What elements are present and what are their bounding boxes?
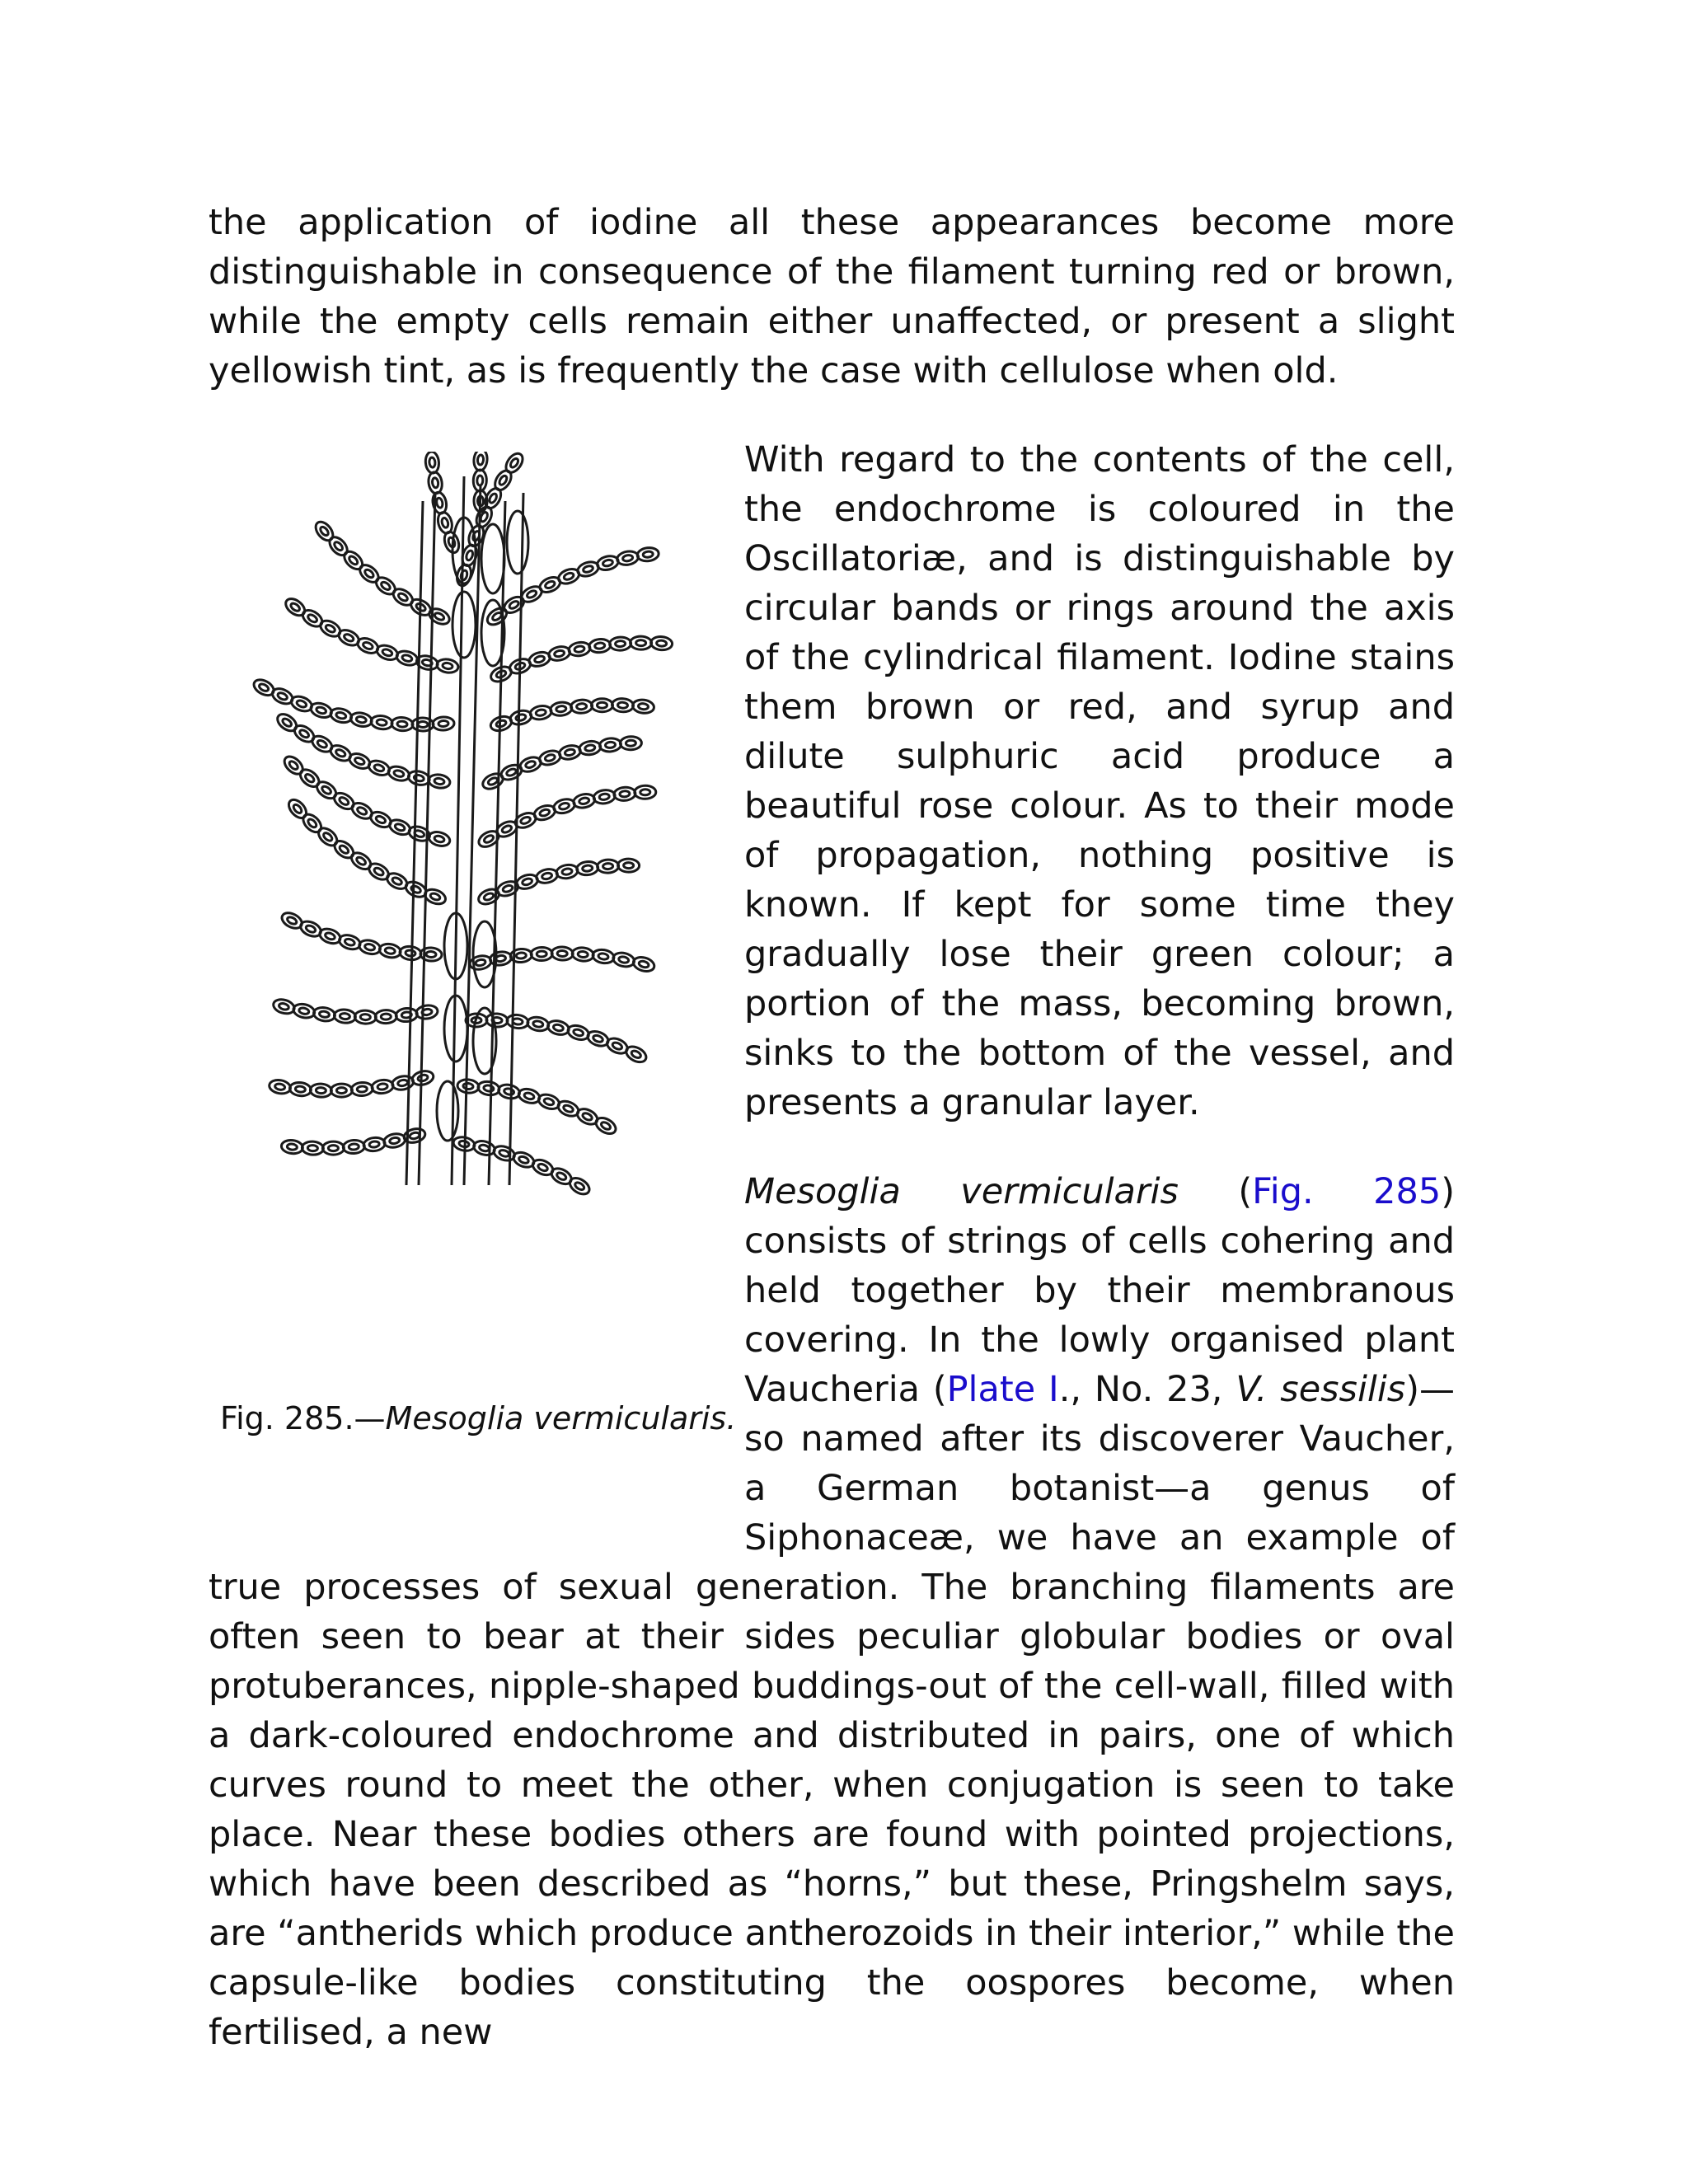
cell-oval	[363, 1137, 386, 1152]
cell-nucleus	[307, 613, 318, 623]
cell-nucleus	[316, 739, 328, 749]
cell-oval	[593, 789, 616, 804]
cell-oval	[477, 1080, 500, 1097]
cell-oval	[612, 698, 634, 713]
cell-nucleus	[397, 721, 408, 728]
cell-oval	[281, 753, 306, 777]
cell-oval	[588, 638, 611, 654]
cell-nucleus	[338, 796, 349, 806]
cell-nucleus	[328, 1146, 338, 1151]
cell-oval	[597, 860, 619, 874]
cell-nucleus	[615, 640, 625, 646]
cell-oval	[310, 1083, 332, 1097]
cell-nucleus	[626, 740, 635, 746]
cell-oval	[613, 786, 635, 801]
cell-nucleus	[463, 1083, 474, 1090]
cell-oval	[391, 717, 413, 732]
cell-oval	[556, 864, 579, 880]
cell-nucleus	[506, 768, 518, 777]
cell-nucleus	[600, 1121, 612, 1131]
cell-nucleus	[495, 719, 507, 728]
cell-nucleus	[475, 958, 485, 966]
cell-nucleus	[584, 744, 595, 752]
cell-oval	[436, 511, 454, 535]
cell-oval	[375, 1010, 396, 1024]
cell-oval	[538, 748, 562, 766]
cell-nucleus	[622, 555, 633, 562]
cell-oval	[624, 1043, 649, 1065]
cell-nucleus	[483, 892, 495, 901]
cell-oval	[395, 649, 419, 668]
cell-nucleus	[502, 884, 513, 893]
cell-nucleus	[465, 550, 474, 561]
cell-nucleus	[542, 872, 552, 879]
cell-nucleus	[362, 641, 373, 650]
cell-nucleus	[414, 774, 424, 781]
cell-nucleus	[369, 1141, 380, 1147]
cell-oval	[298, 766, 322, 790]
caption-species: Mesoglia vermicularis.	[385, 1400, 737, 1436]
cell-oval	[472, 1139, 496, 1157]
cell-nucleus	[279, 1002, 289, 1010]
cell-nucleus	[422, 658, 433, 666]
fig-285-link[interactable]: Fig. 285	[1252, 1171, 1442, 1212]
cell-oval	[436, 658, 459, 674]
cell-oval	[579, 740, 602, 757]
cell-oval	[281, 1139, 304, 1155]
cell-oval	[312, 518, 336, 543]
cell-oval	[272, 997, 296, 1016]
cell-oval	[596, 554, 620, 572]
cell-nucleus	[620, 790, 631, 797]
cell-nucleus	[434, 612, 445, 621]
cell-oval	[612, 951, 635, 968]
cell-oval	[486, 1013, 509, 1028]
cell-nucleus	[545, 754, 556, 762]
cell-nucleus	[422, 1009, 433, 1016]
cell-nucleus	[536, 709, 546, 716]
cell-nucleus	[534, 655, 545, 663]
cell-nucleus	[522, 878, 532, 886]
cell-nucleus	[612, 1041, 623, 1050]
cell-nucleus	[325, 932, 336, 941]
cell-nucleus	[397, 592, 409, 602]
cell-oval	[410, 1069, 434, 1087]
cell-nucleus	[443, 663, 453, 670]
cell-nucleus	[582, 1112, 593, 1122]
cell-oval	[546, 1019, 570, 1037]
cell-oval	[300, 811, 325, 836]
cell-oval	[576, 860, 598, 876]
cell-oval	[338, 933, 363, 952]
cell-nucleus	[401, 654, 412, 663]
cell-nucleus	[477, 476, 483, 485]
cell-nucleus	[520, 816, 532, 825]
cell-nucleus	[556, 705, 566, 712]
cell-nucleus	[385, 947, 396, 954]
cell-nucleus	[417, 1074, 428, 1082]
cell-nucleus	[509, 457, 520, 469]
cell-oval	[433, 716, 455, 730]
cell-oval	[292, 1002, 316, 1019]
cell-nucleus	[286, 916, 298, 926]
cell-nucleus	[434, 778, 445, 785]
cell-oval	[568, 641, 591, 658]
text-run: )—so named after its discoverer Vaucher, a German botanist—a genus of Siphonaceæ, we have an example of true processes of sexual generation. The branching filaments are often seen to bear at their sides peculiar globular bodies or oval protuberances, nipple-shaped buddings-out of the cell-wall, filled with a dark-coloured endochrome and distributed in pairs, one of which curves round to meet the other, when conjugation is seen to take place. Near these bodies others are found with pointed projections, which have been described as “horns,” but these, Pringshelm says, are “antherids which produce antherozoids in their interior,” while the capsule-like bodies constituting the oospores become, when fertilised, a new	[209, 1369, 1455, 2053]
cell-nucleus	[525, 760, 537, 769]
cell-nucleus	[554, 649, 565, 657]
cell-nucleus	[373, 867, 385, 877]
cell-oval	[370, 715, 393, 730]
cell-nucleus	[573, 1029, 584, 1037]
text-run: (	[1178, 1171, 1253, 1212]
cell-nucleus	[487, 776, 499, 786]
cell-nucleus	[532, 1020, 543, 1028]
cell-oval	[279, 910, 304, 931]
cell-nucleus	[523, 1092, 534, 1100]
cell-oval	[572, 792, 596, 809]
cell-oval	[592, 699, 613, 712]
cell-nucleus	[483, 834, 495, 844]
cell-nucleus	[360, 1014, 370, 1019]
cell-nucleus	[495, 955, 506, 963]
cell-oval	[592, 949, 615, 965]
cell-nucleus	[410, 885, 422, 894]
cell-nucleus	[345, 938, 356, 946]
cell-nucleus	[513, 1018, 523, 1024]
cell-oval	[424, 452, 439, 474]
cell-oval	[312, 1006, 335, 1023]
cell-oval	[415, 1004, 438, 1020]
cell-oval	[322, 1141, 344, 1155]
cell-nucleus	[574, 645, 585, 653]
cell-nucleus	[393, 770, 404, 778]
cell-oval	[285, 796, 309, 821]
cell-nucleus	[501, 824, 513, 833]
cell-nucleus	[426, 951, 436, 958]
cell-nucleus	[479, 1144, 490, 1152]
cell-nucleus	[336, 1088, 346, 1094]
cell-nucleus	[656, 640, 667, 647]
cell-oval	[535, 867, 559, 884]
cell-oval	[609, 637, 631, 651]
cell-oval	[527, 1015, 550, 1032]
cell-nucleus	[373, 764, 385, 773]
cell-nucleus	[605, 742, 616, 748]
cell-oval	[399, 945, 422, 961]
cell-nucleus	[617, 702, 627, 709]
cell-oval	[309, 701, 334, 719]
cell-oval	[566, 1023, 591, 1042]
cell-oval	[331, 1084, 352, 1097]
cell-oval	[506, 1014, 529, 1029]
cell-nucleus	[618, 956, 629, 963]
cell-nucleus	[544, 580, 556, 589]
cell-nucleus	[643, 551, 654, 558]
cell-nucleus	[409, 1132, 420, 1140]
cell-nucleus	[491, 612, 503, 622]
cell-oval	[354, 1010, 377, 1024]
cell-nucleus	[321, 785, 332, 795]
cell-nucleus	[274, 1083, 285, 1090]
cell-nucleus	[381, 1014, 391, 1019]
cell-nucleus	[335, 711, 346, 719]
figure-caption	[220, 1398, 736, 1439]
cell-nucleus	[559, 802, 570, 810]
cell-nucleus	[377, 1083, 388, 1090]
cell-nucleus	[498, 475, 508, 486]
cell-oval	[378, 942, 401, 958]
cell-nucleus	[305, 924, 316, 933]
cell-oval	[550, 701, 573, 717]
cell-nucleus	[638, 703, 649, 710]
cell-nucleus	[579, 797, 589, 804]
cell-oval	[387, 764, 410, 783]
cell-nucleus	[518, 1155, 530, 1165]
cell-nucleus	[477, 455, 484, 466]
cell-oval	[334, 1009, 356, 1024]
cell-oval	[457, 1079, 479, 1094]
page-content	[209, 198, 1455, 2057]
text-run: ) consists of strings of cells cohering and held together by their membranous covering. In the lowly organised plant Vaucheria (	[744, 1171, 1455, 1410]
cell-oval	[349, 711, 373, 729]
cell-nucleus	[563, 1104, 574, 1113]
cell-nucleus	[598, 953, 609, 960]
cell-oval	[551, 946, 574, 960]
cell-nucleus	[543, 1097, 555, 1106]
cell-nucleus	[516, 953, 527, 959]
cell-nucleus	[504, 1088, 514, 1095]
cell-oval	[358, 938, 382, 956]
cell-oval	[391, 1075, 414, 1091]
cell-nucleus	[640, 790, 650, 795]
cell-nucleus	[392, 876, 403, 886]
cell-oval	[635, 785, 656, 799]
cell-nucleus	[316, 1087, 326, 1094]
cell-oval	[570, 699, 593, 714]
cell-oval	[251, 677, 276, 698]
text-run: ., No. 23,	[1058, 1369, 1236, 1410]
cell-oval	[558, 743, 582, 761]
cell-nucleus	[429, 457, 435, 468]
cell-oval	[571, 947, 593, 963]
cell-nucleus	[562, 868, 573, 875]
cell-oval	[371, 1079, 394, 1094]
cell-nucleus	[377, 719, 387, 726]
caption-prefix: Fig. 285.—	[220, 1400, 386, 1436]
cell-oval	[428, 773, 451, 790]
cell-nucleus	[394, 823, 406, 832]
cell-oval	[351, 1082, 373, 1097]
cell-nucleus	[565, 748, 575, 756]
cell-oval	[343, 1140, 365, 1155]
cell-oval	[402, 1127, 426, 1145]
mesoglia-illustration	[217, 452, 711, 1202]
cell-nucleus	[295, 1085, 306, 1092]
cell-nucleus	[537, 1163, 549, 1172]
cell-nucleus	[563, 572, 574, 581]
cell-oval	[268, 1079, 291, 1095]
cell-nucleus	[509, 600, 520, 610]
paragraph-2: With regard to the contents of the cell, the endochrome is coloured in the Oscillatoriæ, and is distinguishable by circular bands or rings around the axis of the cylindrical filament. Iodine stains them brown or red, and syrup and dilute sulphuric acid produce a beautiful rose colour. As to their mode of propagation, nothing positive is known. If kept for some time they gradually lose their green colour; a portion of the mass, becoming brown, sinks to the bottom of the vessel, and presents a granular layer.	[744, 439, 1455, 1123]
cell-oval	[427, 471, 443, 494]
cell-nucleus	[432, 477, 439, 488]
cell-nucleus	[343, 633, 354, 643]
cell-nucleus	[382, 649, 393, 658]
cell-oval	[316, 825, 340, 849]
cell-nucleus	[287, 1143, 298, 1150]
cell-nucleus	[636, 640, 646, 645]
species-name-2: V. sessilis	[1236, 1369, 1406, 1410]
cell-oval	[509, 709, 532, 727]
cell-nucleus	[418, 721, 428, 727]
cell-nucleus	[593, 1034, 604, 1043]
cell-nucleus	[298, 729, 310, 738]
cell-nucleus	[355, 855, 367, 866]
cell-nucleus	[340, 1013, 350, 1019]
cell-nucleus	[594, 643, 605, 649]
cell-oval	[490, 950, 513, 966]
cell-oval	[503, 452, 526, 476]
cell-oval	[517, 1087, 541, 1106]
cell-oval	[552, 797, 576, 815]
cell-oval	[289, 1081, 312, 1097]
cell-nucleus	[335, 748, 346, 758]
cell-nucleus	[578, 951, 588, 958]
cell-nucleus	[307, 1145, 317, 1151]
cell-nucleus	[556, 1171, 567, 1181]
cell-nucleus	[576, 703, 586, 710]
cell-nucleus	[583, 565, 594, 573]
cell-nucleus	[539, 808, 551, 817]
cell-nucleus	[488, 493, 498, 504]
cell-oval	[529, 705, 552, 721]
plate-1-link[interactable]: Plate I	[946, 1369, 1059, 1410]
cell-oval	[497, 1083, 521, 1100]
cell-nucleus	[434, 835, 444, 843]
species-name: Mesoglia vermicularis	[744, 1171, 1179, 1212]
cell-oval	[632, 699, 655, 715]
cell-nucleus	[349, 1144, 359, 1151]
cell-nucleus	[316, 706, 327, 715]
cell-nucleus	[296, 700, 307, 709]
cell-oval	[357, 562, 382, 586]
cell-oval	[329, 706, 353, 724]
cell-nucleus	[537, 951, 546, 957]
cell-oval	[531, 947, 552, 960]
cell-oval	[431, 491, 448, 515]
cell-nucleus	[574, 1181, 585, 1191]
cell-oval	[547, 644, 571, 662]
cell-nucleus	[356, 806, 368, 816]
cell-nucleus	[638, 960, 649, 968]
cell-nucleus	[375, 815, 387, 824]
cell-nucleus	[389, 1137, 400, 1144]
cell-nucleus	[298, 1007, 309, 1015]
cell-nucleus	[436, 498, 443, 509]
cell-oval	[650, 636, 673, 651]
cell-nucleus	[441, 518, 449, 528]
cell-nucleus	[598, 702, 607, 708]
cell-nucleus	[483, 1085, 494, 1092]
cell-nucleus	[603, 863, 612, 869]
cell-oval	[492, 1144, 517, 1163]
cell-nucleus	[624, 862, 634, 868]
paragraph-1: the application of iodine all these appearances become more distinguishable in consequence of the filament turning red or brown, while the empty cells remain either unaffected, or present a slight yellowish tint, as is frequently the case with cellulose when old.	[209, 202, 1455, 391]
cell-nucleus	[582, 865, 593, 872]
cell-oval	[341, 548, 366, 573]
cell-nucleus	[354, 757, 365, 766]
cell-nucleus	[325, 624, 336, 634]
figure-285	[209, 435, 737, 1520]
cell-nucleus	[319, 1010, 330, 1018]
cell-nucleus	[429, 893, 441, 902]
cell-oval	[326, 534, 350, 559]
cell-nucleus	[364, 943, 375, 951]
cell-oval	[396, 1007, 418, 1022]
cell-oval	[302, 1141, 324, 1155]
cell-nucleus	[553, 1024, 564, 1032]
cell-oval	[485, 605, 509, 628]
cell-nucleus	[406, 949, 416, 956]
cell-oval	[382, 1132, 406, 1149]
cell-nucleus	[258, 682, 270, 692]
cell-nucleus	[631, 1049, 642, 1059]
cell-nucleus	[277, 691, 288, 701]
cell-oval	[617, 859, 639, 872]
cell-nucleus	[526, 589, 537, 599]
cell-nucleus	[499, 1149, 510, 1157]
cell-oval	[427, 830, 451, 848]
cell-nucleus	[357, 1086, 367, 1093]
cell-oval	[631, 955, 655, 974]
cell-oval	[331, 837, 356, 861]
cell-nucleus	[557, 950, 567, 956]
cell-oval	[599, 738, 621, 752]
cell-oval	[636, 546, 659, 562]
cell-nucleus	[397, 1079, 408, 1086]
cell-oval	[620, 736, 641, 750]
cell-nucleus	[603, 559, 613, 567]
cell-nucleus	[515, 714, 526, 722]
cell-nucleus	[599, 793, 610, 800]
cell-oval	[630, 636, 651, 649]
cell-nucleus	[356, 716, 367, 724]
cell-nucleus	[438, 720, 448, 726]
cell-oval	[616, 550, 639, 566]
